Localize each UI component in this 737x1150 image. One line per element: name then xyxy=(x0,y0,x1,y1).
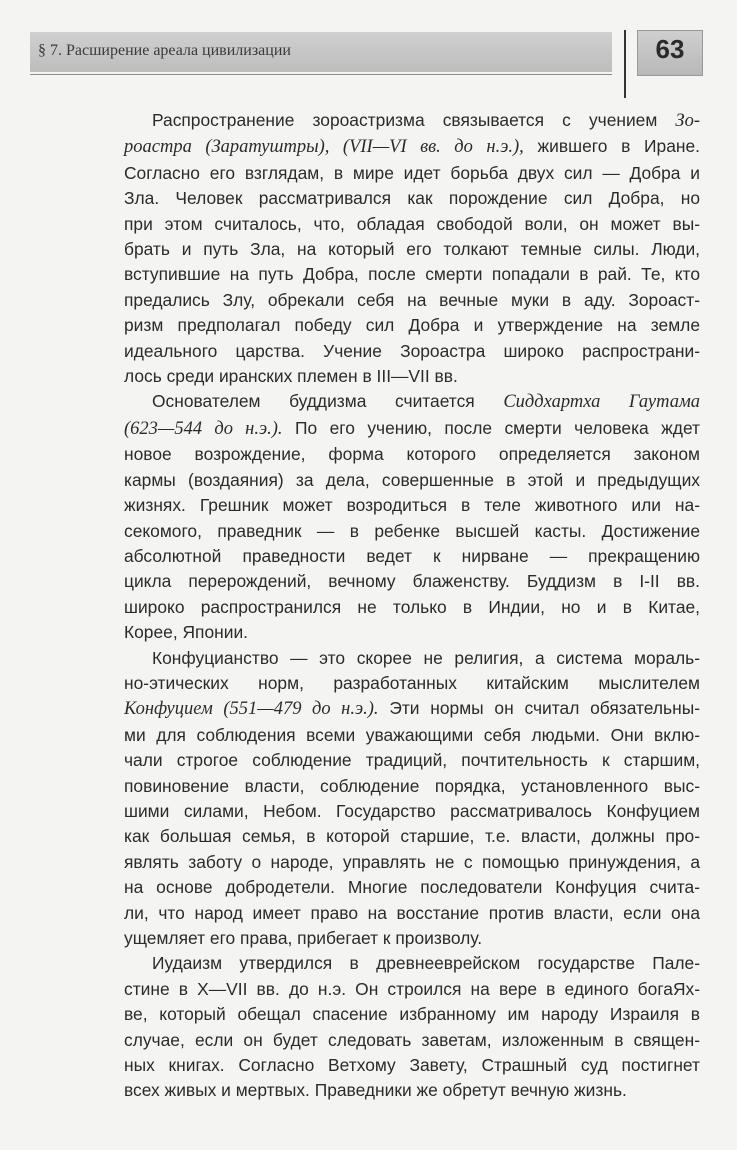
text-line: идеального царства. Учение Зороастра широко распространи- xyxy=(124,340,700,361)
paragraph-judaism xyxy=(124,951,700,1103)
header-divider xyxy=(30,74,612,75)
text-line: случае, если он будет следовать заветам, изложенным в священ- xyxy=(124,1029,700,1050)
text-line: повиновение власти, соблюдение порядка, установленного выс- xyxy=(124,775,700,796)
paragraph-confucianism xyxy=(124,646,700,952)
text-line: Иудаизм утвердился в древнееврейском государстве Пале- xyxy=(152,953,700,974)
header-vertical-rule xyxy=(624,30,626,98)
text-line: секомого, праведник — в ребенке высшей касты. Достижение xyxy=(124,520,700,541)
paragraph-zoroastrianism xyxy=(124,108,700,389)
text-line: (623—544 до н.э.). По его учению, после смерти человека ждет xyxy=(124,417,701,439)
text-line: но-этических норм, разработанных китайским мыслителем xyxy=(124,672,700,693)
text-line: при этом считалось, что, обладая свободой воли, он может вы- xyxy=(124,213,700,234)
text-line: ущемляет его права, прибегает к произволу. xyxy=(124,928,483,948)
text-line: кармы (воздаяния) за дела, совершенные в этой и предыдущих xyxy=(124,469,700,490)
text-line: ли, что народ имеет право на восстание против власти, если она xyxy=(124,902,700,923)
text-line: предались Злу, обрекали себя на вечные муки в аду. Зороаст- xyxy=(124,289,700,310)
text-line: вступившие на путь Добра, после смерти попадали в рай. Те, кто xyxy=(124,264,700,285)
text-line: Зла. Человек рассматривался как порождение сил Добра, но xyxy=(124,188,700,209)
text-line: лось среди иранских племен в III—VII вв. xyxy=(124,366,458,387)
text-line: Распространение зороастризма связывается с учением Зо- xyxy=(152,110,700,131)
text-line: роастра (Заратуштры), (VII—VI вв. до н.э.), жившего в Иране. xyxy=(124,136,700,158)
text-line: стине в X—VII вв. до н.э. Он строился на вере в единого богаЯх- xyxy=(124,978,700,999)
text-line: Конфуцианство — это скорее не религия, а система мораль- xyxy=(152,647,700,668)
text-line: Основателем буддизма считается Сиддхартха Гаутама xyxy=(152,391,700,413)
text-line: абсолютной праведности ведет к нирване — прекращению xyxy=(124,545,700,566)
text-line: новое возрождение, форма которого определяется законом xyxy=(124,444,700,465)
text-line: являть заботу о народе, управлять не с помощью принуждения, а xyxy=(124,851,700,872)
text-line: ных книгах. Согласно Ветхому Завету, Страшный суд постигнет xyxy=(124,1055,700,1076)
text-line: Конфуцием (551—479 до н.э.). Эти нормы он считал обязательны- xyxy=(124,698,700,720)
page-number: 63 xyxy=(655,34,685,64)
text-line: шими силами, Небом. Государство рассматривалось Конфуцием xyxy=(124,800,700,821)
text-line: широко распространился не только в Индии, но и в Китае, xyxy=(124,596,700,617)
text-line: цикла перерождений, вечному блаженству. Буддизм в I-II вв. xyxy=(124,571,700,592)
text-line: Согласно его взглядам, в мире идет борьба двух сил — Добра и xyxy=(124,162,700,183)
text-line: ми для соблюдения всеми уважающими себя людьми. Они вклю- xyxy=(124,724,700,745)
paragraph-buddhism xyxy=(124,389,700,645)
text-line: брать и путь Зла, на который его толкают темные силы. Люди, xyxy=(124,239,700,260)
text-line: Корее, Японии. xyxy=(124,622,248,643)
body-text xyxy=(124,108,700,1104)
text-line: как большая семья, в которой старшие, т.е. власти, должны про- xyxy=(124,826,700,847)
text-line: ве, который обещал спасение избранному им народу Израиля в xyxy=(124,1004,700,1025)
text-line: ризм предполагал победу сил Добра и утверждение на земле xyxy=(124,315,700,336)
text-line: на основе добродетели. Многие последователи Конфуция счита- xyxy=(124,877,700,898)
text-line: чали строгое соблюдение традиций, почтительность к старшим, xyxy=(124,750,700,771)
section-title: § 7. Расширение ареала цивилизации xyxy=(38,42,291,59)
text-line: всех живых и мертвых. Праведники же обретут вечную жизнь. xyxy=(124,1080,627,1101)
text-line: жизнях. Грешник может возродиться в теле животного или на- xyxy=(124,495,700,516)
